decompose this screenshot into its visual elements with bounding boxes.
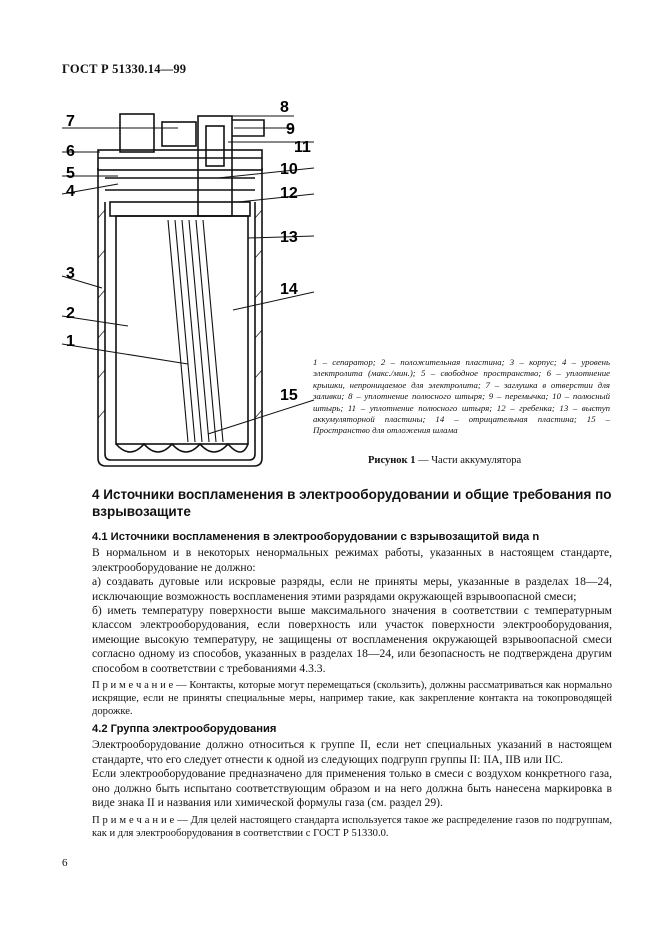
page-number: 6 — [62, 857, 68, 869]
caption-text: — Части аккумулятора — [415, 455, 522, 466]
list-item-b: б) иметь температуру поверхности выше максимального значения в соответствии с температурным классом электрооборудования, если поверхность или участок поверхности электрооборудования, имеющие высокую температуру, не защищены от воспламенения окружающей взрывоопасной смеси согласно одному из способов, указанных в разделах 18—24, или безопасность не подтверждена другим способом в соответствии с требованиями 4.3.3. — [92, 604, 612, 675]
casing-outline — [98, 168, 262, 466]
callout-label: 10 — [280, 161, 298, 178]
note: П р и м е ч а н и е — Контакты, которые могут перемещаться (скользить), должны рассматриваться как нормально искрящие, если не приняты специальные меры, например такие, как закрепление контакта на токопроводящей дорожке. — [92, 680, 612, 718]
battery-cross-section-drawing — [58, 98, 318, 470]
callout-label: 13 — [280, 229, 298, 246]
lid — [98, 150, 262, 170]
section-body — [92, 530, 612, 840]
figure-legend: 1 – сепаратор; 2 – положительная пластина; 3 – корпус; 4 – уровень электролита (макс./мин.); 5 – свободное пространство; 6 – уплотнение крышки, непроницаемое для электролита; 7 – заглушка в отверстии для заливки; 8 – уплотнение полюсного штыря; 9 – перемычка; 10 – полюсный штырь; 11 – уплотнение полюсного штыря; 12 – гребенка; 13 – выступ аккумуляторной пластины; 14 – отрицательная пластина; 15 – Пространство для отложения шлама — [313, 357, 610, 436]
callout-label: 14 — [280, 281, 298, 298]
caption-label: Рисунок 1 — [368, 455, 416, 466]
filler-plug — [120, 114, 154, 152]
section-title: 4 Источники воспламенения в электрооборудовании и общие требования по взрывозащите — [92, 487, 612, 519]
callout-label: 1 — [66, 333, 75, 350]
figure-caption — [368, 455, 521, 466]
callout-label: 2 — [66, 305, 75, 322]
callout-label: 12 — [280, 185, 298, 202]
callout-label: 9 — [286, 121, 295, 138]
list-item-a: а) создавать дуговые или искровые разряды, если не приняты меры, указанные в разделах 18—24, исключающие возможность воспламенения этими разрядами окружающей взрывоопасной смеси; — [92, 575, 612, 603]
callout-label: 15 — [280, 387, 298, 404]
callout-label: 11 — [294, 139, 311, 156]
callout-label: 3 — [66, 265, 75, 282]
plate-block — [116, 216, 248, 444]
callout-label: 4 — [66, 183, 75, 200]
paragraph: Если электрооборудование предназначено для применения только в смеси с воздухом конкретного газа, оно должно быть испытано соответствующим образом и на него должна быть нанесена маркировка в виде знака II и названия или химической формулы газа (см. раздел 29). — [92, 767, 612, 810]
subsection-4-2-title: 4.2 Группа электрооборудования — [92, 723, 277, 736]
callout-label: 5 — [66, 165, 75, 182]
callout-label: 6 — [66, 143, 75, 160]
note: П р и м е ч а н и е — Для целей настоящего стандарта используется такое же распределение газов по подгруппам, как и для электрооборудования в соответствии с ГОСТ Р 51330.0. — [92, 814, 612, 839]
document-header: ГОСТ Р 51330.14—99 — [62, 62, 187, 76]
battery-figure — [58, 98, 318, 470]
paragraph: Электрооборудование должно относиться к группе II, если нет специальных указаний в настоящем стандарте, что его следует отнести к одной из следующих подгрупп группы II: IIA, IIB или IIC. — [92, 738, 612, 766]
paragraph: В нормальном и в некоторых ненормальных режимах работы, указанных в настоящем стандарте, электрооборудование не должно: — [92, 546, 612, 574]
callout-label: 8 — [280, 99, 289, 116]
callout-label: 7 — [66, 113, 75, 130]
subsection-4-1-title: 4.1 Источники воспламенения в электрооборудовании с взрывозащитой вида n — [92, 531, 540, 543]
